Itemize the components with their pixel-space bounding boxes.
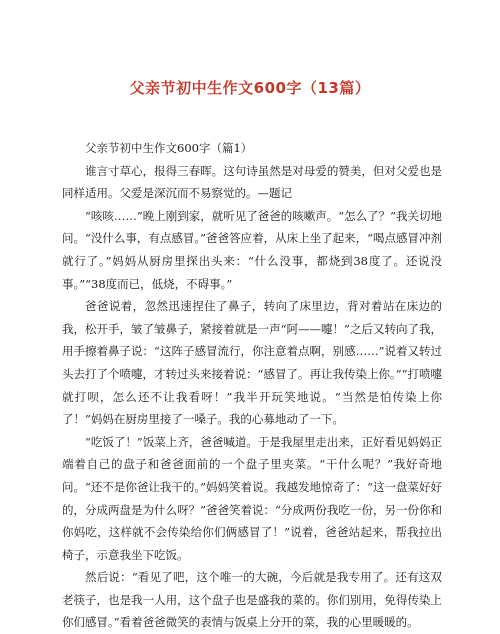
document-title: 父亲节初中生作文600字（13篇）: [129, 79, 371, 97]
paragraph-5: 然后说：“看见了吧，这个唯一的大碗，今后就是我专用了。还有这双老筷子，也是我一人用，这个盘子也是盛我的菜的。你们别用，免得传染上你们感冒。”看着爸爸微笑的表情与饭桌上分开的菜，我的心里暖暖的。: [62, 570, 442, 630]
document-body: [62, 137, 442, 634]
paragraph-2: “咳咳……”晚上刚到家，就听见了爸爸的咳嗽声。“怎么了？”我关切地问。“没什么事，有点感冒。”爸爸答应着，从床上坐了起来，“喝点感冒冲剂就行了。”妈妈从厨房里探出头来：“什么没事，都烧到38度了。还说没事。”“38度而已，低烧，不碍事。”: [62, 208, 443, 291]
paragraph-3: 爸爸说着，忽然迅速捏住了鼻子，转向了床里边，背对着站在床边的我，松开手，皱了皱鼻子，紧接着就是一声“阿——嚏！”之后又转向了我，用手擦着鼻子说：“这阵子感冒流行，你注意着点啊，别感……”说着又转过头去打了个喷嚏，才转过头来接着说：“感冒了。再让我传染上你。”“打喷嚏就打呗，怎么还不让我看呀！”我半开玩笑地说。“当然是怕传染上你了！”妈妈在厨房里接了一嗓子。我的心募地动了一下。: [62, 299, 442, 427]
paragraph-4: “吃饭了！”饭菜上齐，爸爸喊道。于是我屋里走出来，正好看见妈妈正端着自己的盘子和爸爸面前的一个盘子里夹菜。“干什么呢？”我好奇地问。“还不是你爸让我干的。”妈妈笑着说。我越发地惊奇了：“这一盘菜好好的，分成两盘是为什么呀？”爸爸笑着说：“分成两份我吃一份，另一份你和你妈吃，这样就不会传染给你们俩感冒了！”说着，爸爸站起来，帮我拉出椅子，示意我坐下吃饭。: [62, 434, 442, 562]
paragraph-1: 谁言寸草心，报得三春晖。这句诗虽然是对母爱的赞美，但对父爱也是同样适用。父爱是深沉而不易察觉的。—题记: [62, 163, 442, 201]
essay-subtitle: 父亲节初中生作文600字（篇1）: [85, 141, 253, 155]
